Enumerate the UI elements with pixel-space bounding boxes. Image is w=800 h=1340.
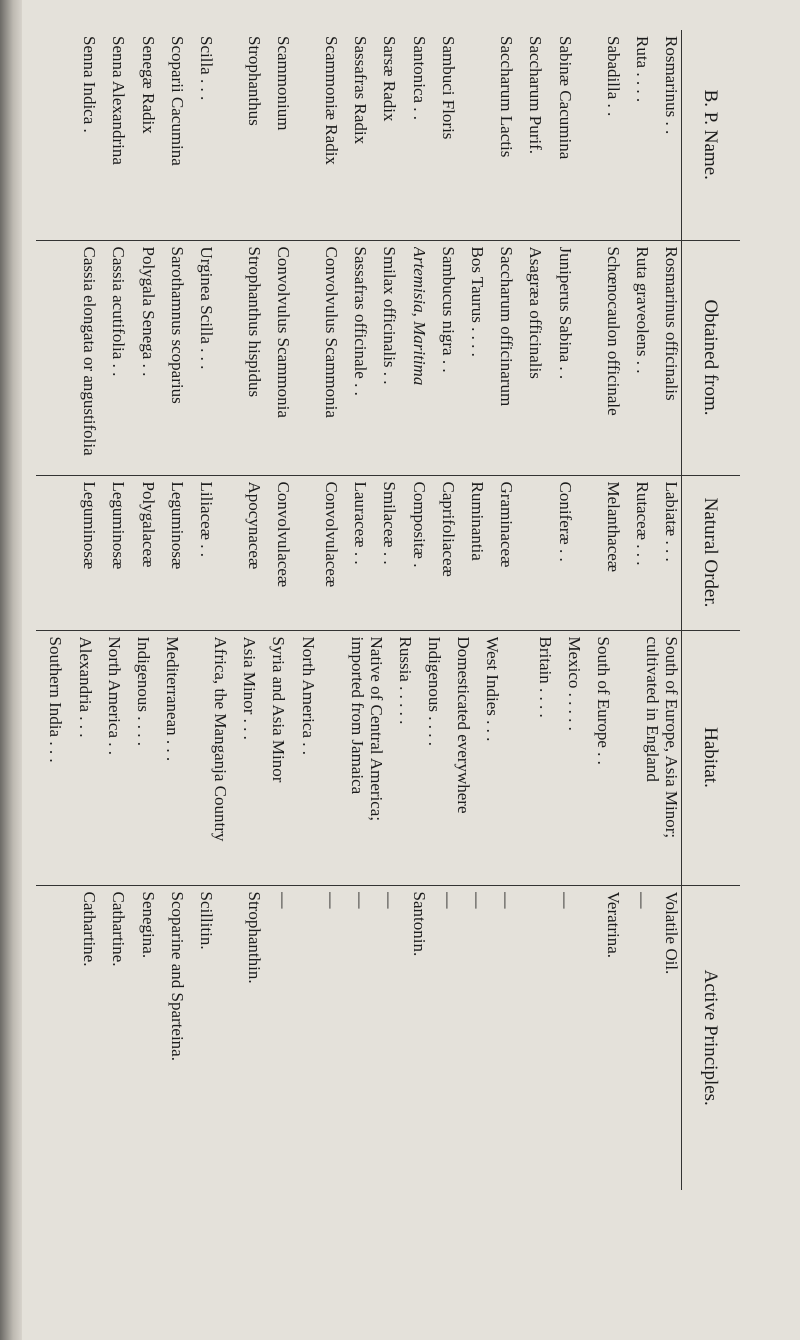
habitat: Indigenous . . . . — [133, 636, 153, 747]
rotated-table-wrapper — [40, 30, 740, 1190]
obtained-from: Sarothamnus scoparius — [167, 246, 187, 404]
habitat: Alexandria . . . — [75, 636, 95, 738]
habitat: Domesticated everywhere — [454, 636, 474, 814]
bp-name: Sarsæ Radix — [380, 36, 400, 122]
habitat: Mexico . . . . . — [564, 636, 584, 731]
obtained-from: Smilax officinalis . . — [380, 246, 400, 385]
habitat: Syria and Asia Minor — [269, 636, 289, 783]
materia-medica-table — [36, 30, 740, 1190]
obtained-from: Strophanthus hispidus — [244, 246, 264, 398]
natural-order: Convolvulaceæ — [322, 481, 342, 588]
header-row — [682, 30, 741, 1190]
header-obtained-from: Obtained from. — [682, 240, 741, 475]
obtained-from: Rosmarinus officinalis — [662, 246, 681, 401]
natural-order: Apocynaceæ — [244, 481, 264, 570]
column-habitat — [36, 630, 681, 885]
natural-order: Leguminosæ — [109, 481, 129, 570]
bp-name: Sassafras Radix — [351, 36, 371, 145]
active-principle: Scoparine and Sparteina. — [167, 891, 187, 1061]
bp-name: Scilla . . . — [196, 36, 216, 101]
natural-order: Graminaceæ — [497, 481, 517, 568]
natural-order: Coniferæ . . — [555, 481, 575, 562]
bp-name: Ruta . . . . — [632, 36, 652, 103]
bp-name: Strophanthus — [244, 36, 264, 126]
natural-order: Lauraceæ . . — [351, 481, 371, 565]
natural-order: Rutaceæ . . . — [632, 481, 652, 566]
active-principle: — — [274, 891, 294, 909]
active-principle: — — [632, 891, 652, 909]
habitat: Asia Minor . . . — [240, 636, 260, 740]
bp-name: Saccharum Purif. — [526, 36, 546, 155]
column-bp-name — [36, 30, 681, 240]
natural-order: Ruminantia — [468, 481, 488, 561]
habitat: Indigenous . . . . — [425, 636, 445, 747]
bp-name: Sabinæ Cacumina — [555, 36, 575, 160]
natural-order: Labiatæ . . . — [662, 481, 681, 562]
natural-order — [516, 482, 545, 624]
active-principle: — — [438, 891, 458, 909]
column-natural-order — [36, 475, 681, 630]
obtained-from: Urginea Scilla . . . — [196, 246, 216, 370]
bp-name: Senna Indica . — [80, 36, 100, 133]
obtained-from: Polygala Senega . . — [138, 246, 158, 377]
obtained-from: Bos Taurus . . . . — [468, 246, 488, 357]
habitat: North America . . — [104, 636, 124, 755]
natural-order: Convolvulaceæ — [274, 481, 294, 588]
habitat — [502, 637, 525, 879]
obtained-from: Asagræa officinalis — [526, 246, 546, 379]
obtained-from: Juniperus Sabina . . — [555, 246, 575, 380]
bp-name — [458, 36, 487, 234]
header-active-principles: Active Principles. — [682, 885, 741, 1190]
bp-name: Scoparii Cacumina — [167, 36, 187, 166]
bp-name: Senna Alexandrina — [109, 36, 129, 165]
obtained-from: Convolvulus Scammonia — [322, 246, 342, 418]
obtained-from: Sambucus nigra . . — [438, 246, 458, 373]
bp-name: Rosmarinus . . — [662, 36, 681, 135]
bp-name: Scammoniæ Radix — [322, 36, 342, 165]
active-principle: Volatile Oil. — [662, 891, 681, 975]
habitat: North America . . — [298, 636, 318, 755]
obtained-from: Ruta graveolens . . — [632, 246, 652, 374]
active-principle: Santonin. — [409, 891, 429, 957]
bp-name: Sambuci Floris — [438, 36, 458, 140]
bp-name: Santonica . . — [409, 36, 429, 121]
active-principle: Scillitin. — [196, 891, 216, 950]
page-gutter — [0, 0, 22, 1340]
obtained-from: Schœnocaulon officinale — [603, 246, 623, 416]
natural-order: Liliaceæ . . — [196, 481, 216, 558]
habitat: South of Europe . . — [594, 636, 613, 765]
habitat: Africa, the Manganja Country — [211, 636, 231, 842]
habitat: Native of Central America; imported from Jamaica — [347, 636, 386, 822]
active-principle: — — [468, 891, 488, 909]
active-principle: Strophanthin. — [244, 891, 264, 984]
habitat: Britain . . . . — [535, 636, 555, 718]
header-bp-name: B. P. Name. — [682, 30, 741, 240]
natural-order: Melanthaceæ — [603, 481, 623, 573]
active-principle: Veratrina. — [603, 891, 623, 959]
active-principle: — — [380, 891, 400, 909]
natural-order: Leguminosæ — [167, 481, 187, 570]
obtained-from: Sassafras officinale . . — [351, 246, 371, 396]
active-principle: — — [322, 891, 342, 909]
natural-order: Caprifoliaceæ — [438, 481, 458, 577]
habitat: West Indies . . . — [483, 636, 503, 742]
bp-name: Scammonium — [274, 36, 294, 131]
habitat: Russia . . . . . — [395, 636, 415, 725]
obtained-from: Saccharum officinarum — [497, 246, 517, 407]
bp-name: Saccharum Lactis — [497, 36, 517, 158]
active-principle: Senegina. — [138, 891, 158, 959]
habitat: South of Europe, Asia Minor; cultivated in England — [643, 636, 681, 839]
bp-name: Senegæ Radix — [138, 36, 158, 134]
active-principle: — — [497, 891, 517, 909]
natural-order: Smilaceæ . . — [380, 481, 400, 565]
active-principle: Cathartine. — [109, 891, 129, 967]
active-principle — [516, 892, 545, 1185]
natural-order: Polygalaceæ — [138, 481, 158, 568]
active-principle: — — [351, 891, 371, 909]
header-natural-order: Natural Order. — [682, 475, 741, 630]
column-obtained-from — [36, 240, 681, 475]
natural-order: Leguminosæ — [80, 481, 100, 570]
bp-name: Sabadilla . . — [603, 36, 623, 117]
header-habitat: Habitat. — [682, 630, 741, 885]
obtained-from: Cassia elongata or angustifolia — [80, 246, 100, 456]
obtained-from: Convolvulus Scammonia — [274, 246, 294, 418]
active-principle: Cathartine. — [80, 891, 100, 967]
active-principle: — — [555, 891, 575, 909]
habitat: Southern India . . . — [46, 636, 66, 763]
obtained-from: Artemisia, Maritima — [409, 246, 429, 386]
natural-order: Compositæ . — [409, 481, 429, 568]
column-active-principles — [36, 885, 681, 1190]
obtained-from: Cassia acutifolia . . — [109, 246, 129, 377]
habitat: Mediterranean . . . — [163, 636, 183, 762]
